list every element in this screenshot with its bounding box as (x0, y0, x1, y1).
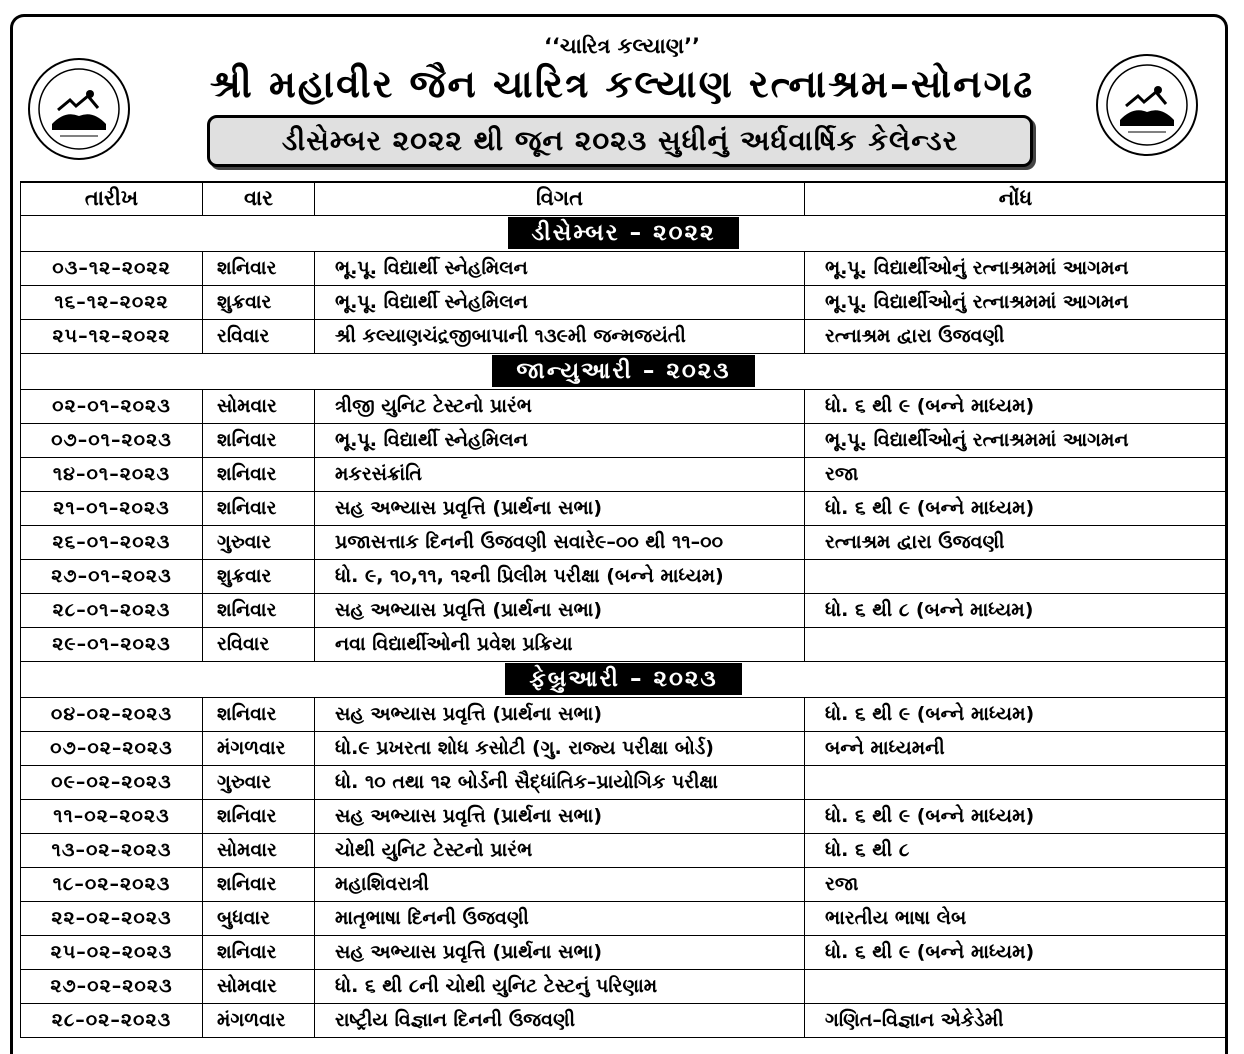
month-heading: ફેબ્રુઆરી – ૨૦૨૩ (505, 663, 741, 695)
date-cell: ૧૧–૦૨–૨૦૨૩ (21, 799, 203, 833)
note-cell: ધો. ૬ થી ૯ (બન્ને માધ્યમ) (805, 389, 1227, 423)
note-cell: ધો. ૬ થી ૮ (805, 833, 1227, 867)
date-cell: ૦૪–૦૨–૨૦૨૩ (21, 697, 203, 731)
table-row (21, 525, 1227, 559)
month-section-cell (21, 353, 1227, 389)
month-heading: જાન્યુઆરી – ૨૦૨૩ (492, 355, 754, 387)
table-row (21, 251, 1227, 285)
detail-cell: ધો. ૬ થી ૮ની ચોથી યુનિટ ટેસ્ટનું પરિણામ (315, 969, 805, 1003)
date-cell: ૨૭–૦૨–૨૦૨૩ (21, 969, 203, 1003)
note-cell: ગણિત–વિજ્ઞાન એકેડેમી (805, 1003, 1227, 1037)
day-cell: શુક્રવાર (203, 285, 315, 319)
column-header-note: નોંધ (805, 182, 1227, 215)
detail-cell: સહ અભ્યાસ પ્રવૃત્તિ (પ્રાર્થના સભા) (315, 935, 805, 969)
table-row (21, 935, 1227, 969)
day-cell: સોમવાર (203, 389, 315, 423)
note-cell (805, 765, 1227, 799)
date-cell: ૦૯–૦૨–૨૦૨૩ (21, 765, 203, 799)
month-section-row (21, 215, 1227, 251)
detail-cell: સહ અભ્યાસ પ્રવૃત્તિ (પ્રાર્થના સભા) (315, 799, 805, 833)
note-cell (805, 627, 1227, 661)
month-section-cell (21, 215, 1227, 251)
day-cell: શનિવાર (203, 423, 315, 457)
note-cell: રજા (805, 457, 1227, 491)
date-cell: ૦૨–૦૧–૨૦૨૩ (21, 389, 203, 423)
date-cell: ૨૬–૦૧–૨૦૨૩ (21, 525, 203, 559)
date-cell: ૧૬–૧૨–૨૦૨૨ (21, 285, 203, 319)
note-cell: ભૂ.પૂ. વિદ્યાર્થીઓનું રત્નાશ્રમમાં આગમન (805, 251, 1227, 285)
page-title: શ્રી મહાવીર જૈન ચારિત્ર કલ્યાણ રત્નાશ્રમ–સોનગઢ (209, 62, 1035, 106)
table-row (21, 389, 1227, 423)
table-row (21, 765, 1227, 799)
day-cell: ગુરુવાર (203, 525, 315, 559)
table-row (21, 559, 1227, 593)
date-cell: ૨૭–૦૧–૨૦૨૩ (21, 559, 203, 593)
table-row (21, 593, 1227, 627)
header-subtitle: ‘‘ચારિત્ર કલ્યાણ’’ (543, 34, 701, 58)
table-row (21, 867, 1227, 901)
note-cell: રજા (805, 867, 1227, 901)
table-row (21, 731, 1227, 765)
detail-cell: મહાશિવરાત્રી (315, 867, 805, 901)
note-cell: ભૂ.પૂ. વિદ્યાર્થીઓનું રત્નાશ્રમમાં આગમન (805, 285, 1227, 319)
date-cell: ૨૫–૧૨–૨૦૨૨ (21, 319, 203, 353)
table-row (21, 697, 1227, 731)
table-row (21, 901, 1227, 935)
month-section-row (21, 661, 1227, 697)
table-row (21, 799, 1227, 833)
note-cell: ધો. ૬ થી ૯ (બન્ને માધ્યમ) (805, 935, 1227, 969)
detail-cell: સહ અભ્યાસ પ્રવૃત્તિ (પ્રાર્થના સભા) (315, 697, 805, 731)
day-cell: શનિવાર (203, 593, 315, 627)
table-row (21, 491, 1227, 525)
month-section-row (21, 353, 1227, 389)
date-cell: ૦૭–૦૧–૨૦૨૩ (21, 423, 203, 457)
detail-cell: શ્રી કલ્યાણચંદ્રજીબાપાની ૧૩૯મી જન્મજયંતી (315, 319, 805, 353)
note-cell: ભૂ.પૂ. વિદ્યાર્થીઓનું રત્નાશ્રમમાં આગમન (805, 423, 1227, 457)
detail-cell: ધો. ૧૦ તથા ૧૨ બોર્ડની સૈદ્ધાંતિક–પ્રાયોગિક પરીક્ષા (315, 765, 805, 799)
date-cell: ૧૪–૦૧–૨૦૨૩ (21, 457, 203, 491)
detail-cell: પ્રજાસત્તાક દિનની ઉજવણી સવારે૯–૦૦ થી ૧૧–૦૦ (315, 525, 805, 559)
detail-cell: સહ અભ્યાસ પ્રવૃત્તિ (પ્રાર્થના સભા) (315, 491, 805, 525)
date-cell: ૦૩–૧૨–૨૦૨૨ (21, 251, 203, 285)
table-row (21, 627, 1227, 661)
table-row (21, 969, 1227, 1003)
day-cell: શનિવાર (203, 935, 315, 969)
table-row (21, 285, 1227, 319)
day-cell: શનિવાર (203, 457, 315, 491)
detail-cell: ધો.૯ પ્રખરતા શોધ કસોટી (ગુ. રાજ્ય પરીક્ષા બોર્ડ) (315, 731, 805, 765)
month-section-cell (21, 661, 1227, 697)
date-cell: ૦૭–૦૨–૨૦૨૩ (21, 731, 203, 765)
detail-cell: ચોથી યુનિટ ટેસ્ટનો પ્રારંભ (315, 833, 805, 867)
detail-cell: નવા વિદ્યાર્થીઓની પ્રવેશ પ્રક્રિયા (315, 627, 805, 661)
day-cell: રવિવાર (203, 319, 315, 353)
day-cell: શનિવાર (203, 491, 315, 525)
table-row (21, 319, 1227, 353)
note-cell: રત્નાશ્રમ દ્વારા ઉજવણી (805, 319, 1227, 353)
day-cell: બુધવાર (203, 901, 315, 935)
day-cell: શનિવાર (203, 697, 315, 731)
detail-cell: ધો. ૯, ૧૦,૧૧, ૧૨ની પ્રિલીમ પરીક્ષા (બન્ને માધ્યમ) (315, 559, 805, 593)
table-row (21, 1003, 1227, 1037)
calendar-body (21, 215, 1227, 1037)
date-cell: ૨૫–૦૨–૨૦૨૩ (21, 935, 203, 969)
note-cell: બન્ને માધ્યમની (805, 731, 1227, 765)
day-cell: રવિવાર (203, 627, 315, 661)
day-cell: સોમવાર (203, 969, 315, 1003)
note-cell (805, 559, 1227, 593)
calendar-banner: ડીસેમ્બર ૨૦૨૨ થી જૂન ૨૦૨૩ સુધીનું અર્ધવાર્ષિક કેલેન્ડર (207, 115, 1033, 167)
day-cell: ગુરુવાર (203, 765, 315, 799)
date-cell: ૧૩–૦૨–૨૦૨૩ (21, 833, 203, 867)
column-header-date: તારીખ (21, 182, 203, 215)
date-cell: ૨૨–૦૨–૨૦૨૩ (21, 901, 203, 935)
column-header-day: વાર (203, 182, 315, 215)
day-cell: શનિવાર (203, 799, 315, 833)
table-row (21, 423, 1227, 457)
table-header-row (21, 182, 1227, 215)
detail-cell: ભૂ.પૂ. વિદ્યાર્થી સ્નેહમિલન (315, 285, 805, 319)
day-cell: મંગળવાર (203, 1003, 315, 1037)
detail-cell: ભૂ.પૂ. વિદ્યાર્થી સ્નેહમિલન (315, 251, 805, 285)
date-cell: ૨૮–૦૨–૨૦૨૩ (21, 1003, 203, 1037)
day-cell: સોમવાર (203, 833, 315, 867)
date-cell: ૨૮–૦૧–૨૦૨૩ (21, 593, 203, 627)
note-cell: ધો. ૬ થી ૯ (બન્ને માધ્યમ) (805, 799, 1227, 833)
note-cell (805, 969, 1227, 1003)
detail-cell: માતૃભાષા દિનની ઉજવણી (315, 901, 805, 935)
note-cell: ધો. ૬ થી ૯ (બન્ને માધ્યમ) (805, 697, 1227, 731)
detail-cell: ભૂ.પૂ. વિદ્યાર્થી સ્નેહમિલન (315, 423, 805, 457)
note-cell: ધો. ૬ થી ૯ (બન્ને માધ્યમ) (805, 491, 1227, 525)
calendar-table (20, 181, 1227, 1038)
date-cell: ૨૯–૦૧–૨૦૨૩ (21, 627, 203, 661)
month-heading: ડીસેમ્બર – ૨૦૨૨ (508, 217, 740, 249)
detail-cell: સહ અભ્યાસ પ્રવૃત્તિ (પ્રાર્થના સભા) (315, 593, 805, 627)
detail-cell: ત્રીજી યુનિટ ટેસ્ટનો પ્રારંભ (315, 389, 805, 423)
calendar-table-wrap (20, 181, 1226, 1038)
note-cell: ધો. ૬ થી ૮ (બન્ને માધ્યમ) (805, 593, 1227, 627)
detail-cell: મકરસંક્રાંતિ (315, 457, 805, 491)
column-header-detail: વિગત (315, 182, 805, 215)
day-cell: શુક્રવાર (203, 559, 315, 593)
detail-cell: રાષ્ટ્રીય વિજ્ઞાન દિનની ઉજવણી (315, 1003, 805, 1037)
note-cell: રત્નાશ્રમ દ્વારા ઉજવણી (805, 525, 1227, 559)
table-row (21, 457, 1227, 491)
date-cell: ૧૮–૦૨–૨૦૨૩ (21, 867, 203, 901)
day-cell: શનિવાર (203, 251, 315, 285)
date-cell: ૨૧–૦૧–૨૦૨૩ (21, 491, 203, 525)
note-cell: ભારતીય ભાષા લેબ (805, 901, 1227, 935)
table-row (21, 833, 1227, 867)
day-cell: મંગળવાર (203, 731, 315, 765)
day-cell: શનિવાર (203, 867, 315, 901)
